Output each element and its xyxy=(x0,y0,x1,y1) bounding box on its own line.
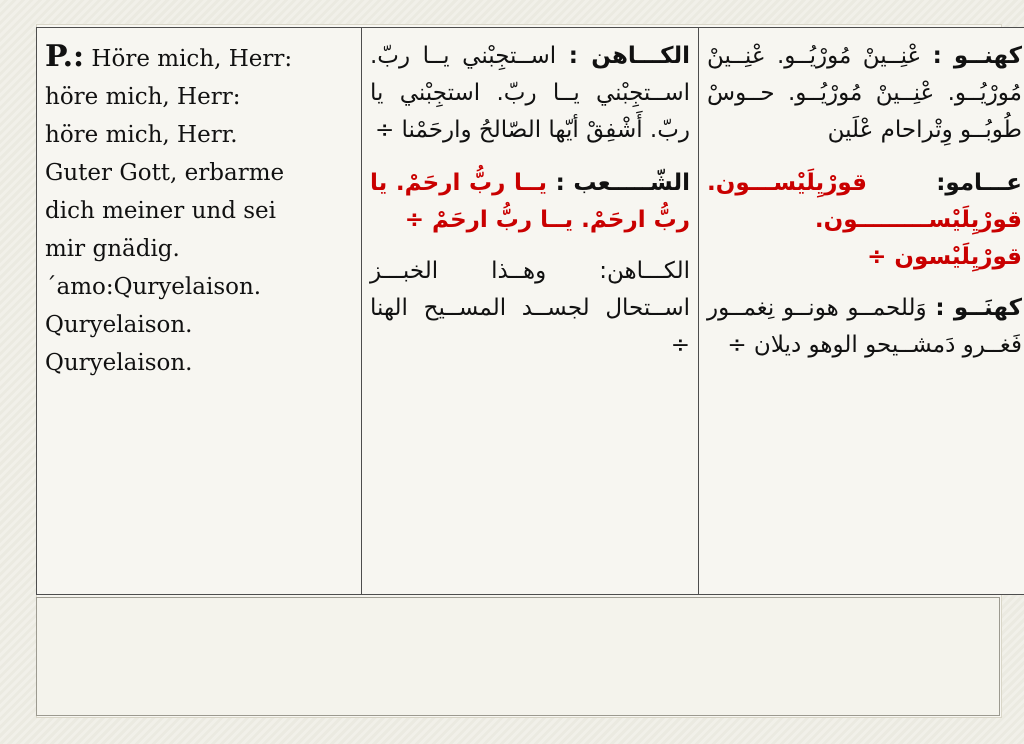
priest-text: وَللحمــو هونــو نِغمــور فَغــرو دَمشــيحو الوهو ديلان ÷ xyxy=(707,295,1022,358)
people-label: عـــامو: xyxy=(936,170,1022,196)
empty-panel xyxy=(36,597,1000,716)
response-text: قورْيِلَيْســـون. قورْيِلَيْســـــــــون. قورْيِلَيْسون ÷ xyxy=(707,170,1022,270)
response-text: يــا ربُّ ارحَمْ. يا ربُّ ارحَمْ. يــا ربُّ ارحَمْ ÷ xyxy=(370,170,690,233)
german-line: höre mich, Herr: xyxy=(45,84,241,110)
priest-text: الكـــاهن: وهــذا الخبـــز اســتحال لجســد المســيح الهنا ÷ xyxy=(370,258,690,358)
syriac-priest-text-2 xyxy=(707,290,1022,364)
syriac-transliteration-column xyxy=(699,28,1024,595)
arabic-people-response xyxy=(370,165,690,239)
syriac-priest-text xyxy=(707,38,1022,149)
people-label: ´amo: xyxy=(45,274,114,300)
german-priest-text xyxy=(45,38,353,268)
priest-text: اســتجِبْني يــا ربّ. اســتجِبْني يــا ربّ. استجِبْني يا ربّ. أَشْفِقْ أيّها الصّالحُ وارحَمْنا ÷ xyxy=(370,43,690,143)
priest-label: كهنــو : xyxy=(932,43,1023,69)
table-row xyxy=(37,28,1024,595)
german-line: mir gnädig. xyxy=(45,236,180,262)
response-line: Quryelaison. xyxy=(113,274,262,300)
german-line: Guter Gott, erbarme xyxy=(45,160,285,186)
german-column xyxy=(37,28,362,595)
response-line: Quryelaison. xyxy=(45,350,193,376)
arabic-priest-text xyxy=(370,38,690,149)
people-label: الشّـــــعب : xyxy=(555,170,690,196)
syriac-people-response xyxy=(707,165,1022,276)
german-people-response xyxy=(45,268,353,382)
priest-label: كهنَــو : xyxy=(935,295,1022,321)
arabic-column xyxy=(362,28,699,595)
priest-marker: P.: xyxy=(45,39,85,74)
priest-label: الكـــاهن : xyxy=(568,43,691,69)
german-line: Höre mich, Herr: xyxy=(84,46,293,72)
liturgy-table xyxy=(36,27,1024,595)
priest-text: عْنِــينْ مُورْيُــو. عْنِــينْ مُورْيُــو. عْنِــينْ مُورْيُــو. حــوسْ طُوبُــو وِتْراحام عْلَين xyxy=(707,43,1022,143)
response-line: Quryelaison. xyxy=(45,312,193,338)
german-line: dich meiner und sei xyxy=(45,198,277,224)
german-line: höre mich, Herr. xyxy=(45,122,238,148)
arabic-priest-text-2 xyxy=(370,253,690,364)
